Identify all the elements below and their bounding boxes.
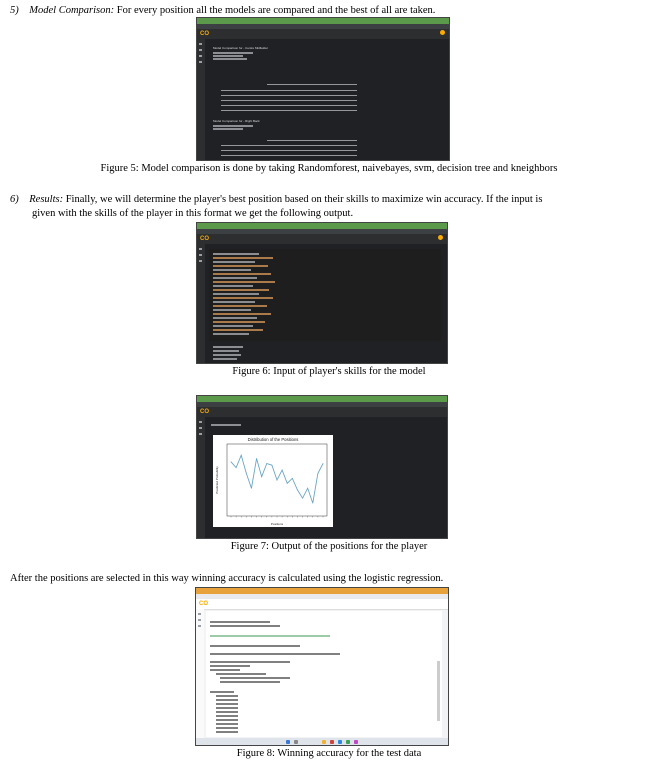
colab-header [197,407,447,417]
output-line [213,58,247,60]
browser-icon[interactable] [330,740,334,744]
data-point [287,483,288,484]
data-point [312,503,313,504]
notebook-body [206,611,442,737]
code-line [213,325,253,327]
code-line [213,321,265,323]
data-point [271,465,272,466]
table-row [221,145,357,146]
figure-8-caption: Figure 8: Winning accuracy for the test data [236,748,422,759]
data-point [282,470,283,471]
code-line [210,669,240,671]
item-6 [10,193,542,206]
output-line [216,699,238,701]
item-heading: Results: [29,194,64,205]
series-line [231,455,323,503]
code-line [210,621,270,623]
output-section-1-title: Model Comparison for - Centre Midfielder [213,46,269,50]
code-line [211,424,241,426]
colab-sidebar [196,609,204,745]
sidebar-icon [198,613,201,615]
line-chart [213,435,333,527]
table-header [267,84,357,85]
code-line [210,653,340,655]
code-line [213,261,255,263]
start-icon[interactable] [286,740,290,744]
code-line [213,309,251,311]
app-icon[interactable] [346,740,350,744]
code-line [213,313,271,315]
figure-6-caption: Figure 6: Input of player's skills for the model [232,366,426,377]
code-line [213,354,241,356]
notebook-name [211,30,212,35]
folder-icon[interactable] [322,740,326,744]
data-point [302,498,303,499]
data-point [297,490,298,491]
table-row [221,155,357,156]
data-point [317,473,318,474]
table-row [221,100,357,101]
colab-logo: CO [200,409,209,415]
colab-header [197,29,449,39]
figure-7-screenshot [196,395,448,539]
code-line [213,305,267,307]
code-line [213,289,269,291]
code-line [213,285,253,287]
output-line [213,55,243,57]
data-point [251,488,252,489]
data-point [266,463,267,464]
y-axis-label: Predicted Probability [215,466,219,494]
windows-taskbar [196,738,448,745]
output-line [216,715,238,717]
sidebar-icon [199,49,202,51]
app-icon[interactable] [338,740,342,744]
output-line [216,731,238,733]
code-line [220,681,280,683]
table-row [221,150,357,151]
colab-sidebar [197,417,205,538]
data-point [323,463,324,464]
output-line [213,52,253,54]
data-point [256,458,257,459]
code-line [213,253,259,255]
scrollbar[interactable] [437,661,440,721]
colab-logo: CO [199,601,208,607]
sidebar-icon [199,254,202,256]
avatar[interactable] [438,235,443,240]
code-line [210,661,290,663]
sidebar-icon [198,619,201,621]
item-6-line-2: given with the skills of the player in this format we get the following output. [32,208,354,219]
data-point [236,467,237,468]
figure-5-caption: Figure 5: Model comparison is done by taking Randomforest, naivebayes, svm, decision tree and kneighbors [100,163,558,174]
code-line [213,293,259,295]
code-line [213,333,249,335]
item-number: 6) [10,194,19,205]
data-point [277,480,278,481]
output-line [213,128,243,130]
search-icon[interactable] [294,740,298,744]
data-point [231,461,232,462]
code-line [213,281,275,283]
colab-logo: CO [200,236,209,242]
code-cell[interactable] [209,249,441,341]
sidebar-icon [199,248,202,250]
code-line [216,673,266,675]
table-row [221,95,357,96]
output-line [216,711,238,713]
code-line [210,635,330,637]
colab-header [197,234,447,244]
output-line [210,691,234,693]
sidebar-icon [199,260,202,262]
sidebar-icon [198,625,201,627]
code-line [213,317,257,319]
table-row [221,90,357,91]
sidebar-icon [199,61,202,63]
data-point [246,473,247,474]
code-line [213,269,251,271]
code-line [213,346,243,348]
item-number: 5) [10,5,19,16]
body-paragraph: After the positions are selected in this way winning accuracy is calculated using the logistic regression. [10,573,444,584]
table-header [267,140,357,141]
table-row [221,105,357,106]
code-line [213,301,255,303]
figure-8-screenshot [195,587,449,746]
item-heading: Model Comparison: [29,5,115,16]
colab-logo: CO [200,31,209,37]
data-point [307,488,308,489]
output-line [216,723,238,725]
colab-header [196,599,448,610]
item-5 [10,4,435,17]
code-line [213,350,239,352]
figure-5-screenshot [196,17,450,161]
code-line [220,677,290,679]
code-line [213,358,237,360]
code-line [210,645,300,647]
data-point [241,455,242,456]
code-line [213,297,273,299]
avatar[interactable] [440,30,445,35]
sidebar-icon [199,43,202,45]
x-axis-label: Positions [270,522,284,526]
code-line [213,265,268,267]
output-line [216,703,238,705]
chart-title: Distribution of the Positions [247,437,299,442]
table-row [221,110,357,111]
figure-7-caption: Figure 7: Output of the positions for the player [230,541,428,552]
output-section-2-title: Model Comparison for - Right Back [213,119,260,123]
output-line [213,125,253,127]
data-point [261,476,262,477]
code-line [213,329,263,331]
code-line [210,625,280,627]
output-line [216,707,238,709]
output-line [216,695,238,697]
sidebar-icon [199,421,202,423]
plot-area [213,435,333,527]
figure-6-screenshot [196,222,448,364]
code-line [210,665,250,667]
sidebar-icon [199,55,202,57]
code-line [213,277,257,279]
output-line [216,727,238,729]
app-icon[interactable] [354,740,358,744]
sidebar-icon [199,433,202,435]
sidebar-icon [199,427,202,429]
colab-sidebar [197,244,205,363]
code-line [213,257,273,259]
item-text: Finally, we will determine the player's best position based on their skills to maximize win accuracy. If the input is [63,194,543,205]
output-line [216,719,238,721]
item-text: For every position all the models are compared and the best of all are taken. [114,5,436,16]
colab-sidebar [197,39,205,160]
code-line [213,273,271,275]
table-row [221,160,357,161]
data-point [292,478,293,479]
